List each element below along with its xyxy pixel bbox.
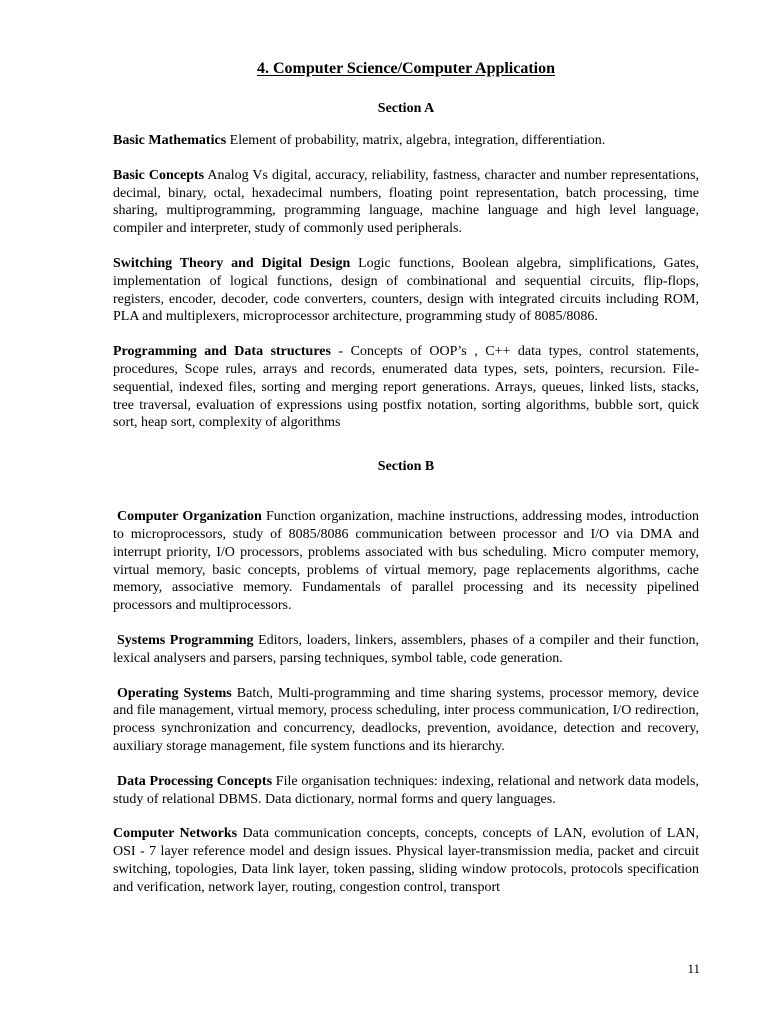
topic-heading: Operating Systems	[117, 685, 232, 701]
document-page	[113, 58, 699, 897]
topic-data-processing-concepts	[113, 773, 699, 809]
topic-text: Function organization, machine instructions, addressing modes, introduction to microprocessors, study of 8085/8086 communication between processor and I/O via DMA and interrupt priority, I/O processors, problems associated with bus scheduling. Micro computer memory, virtual memory, basic concepts, problems of virtual memory, page replacements algorithms, cache memory, associative memory. Fundamentals of parallel processing and its necessity pipelined processors and multiprocessors.	[113, 509, 699, 614]
topic-text: Analog Vs digital, accuracy, reliability, fastness, character and number representations, decimal, binary, octal, hexadecimal numbers, floating point representation, batch processing, time sharing, multiprogramming, programming language, machine language and high level language, compiler and interpreter, study of commonly used peripherals.	[113, 167, 699, 237]
topic-text: Batch, Multi-programming and time sharing systems, processor memory, device and file management, virtual memory, process scheduling, inter process communication, I/O redirection, process synchronization and concurrency, deadlocks, prevention, avoidance, detection and recovery, auxiliary storage management, file system functions and its hierarchy.	[113, 685, 700, 754]
section-a-heading: Section A	[377, 101, 435, 116]
page-title: 4. Computer Science/Computer Application	[256, 60, 556, 77]
topic-text: Data communication concepts, concepts, concepts of LAN, evolution of LAN, OSI - 7 layer reference model and design issues. Physical layer-transmission media, packet and circuit switching, topologies, Data link layer, token passing, sliding window protocols, protocols specification and verification, network layer, routing, congestion control, transport	[113, 826, 700, 895]
topic-text: Editors, loaders, linkers, assemblers, phases of a compiler and their function, lexical analysers and parsers, parsing techniques, symbol table, code generation.	[113, 632, 700, 666]
topic-text: Logic functions, Boolean algebra, simplifications, Gates, implementation of logical functions, design of combinational and sequential circuits, flip-flops, registers, encoder, decoder, code converters, counters, design with integrated circuits including ROM, PLA and multiplexers, microprocessor architecture, programming study of 8085/8086.	[113, 255, 699, 325]
topic-operating-systems	[113, 685, 699, 756]
topic-basic-mathematics	[113, 132, 699, 150]
topic-heading: Programming and Data structures	[113, 344, 331, 360]
topic-programming-data-structures	[113, 343, 699, 432]
topic-text: Element of probability, matrix, algebra, integration, differentiation.	[229, 133, 606, 148]
topic-heading: Computer Organization	[117, 509, 262, 525]
topic-switching-theory	[113, 255, 699, 326]
page-number: 11	[687, 961, 700, 976]
topic-systems-programming	[113, 632, 699, 668]
topic-computer-networks	[113, 825, 699, 896]
topic-heading: Systems Programming	[117, 632, 254, 648]
section-b-heading: Section B	[377, 459, 435, 475]
topic-heading: Data Processing Concepts	[117, 773, 273, 789]
topic-heading: Computer Networks	[113, 826, 238, 842]
topic-text: - Concepts of OOP’s , C++ data types, control statements, procedures, Scope rules, arrays and records, enumerated data types, sets, pointers, recursion. File-sequential, indexed files, sorting and merging report generations. Arrays, queues, linked lists, stacks, tree traversal, evaluation of expressions using postfix notation, sorting algorithms, bubble sort, quick sort, heap sort, complexity of algorithms	[113, 344, 699, 431]
topic-basic-concepts	[113, 167, 699, 238]
topic-text: File organisation techniques: indexing, relational and network data models, study of relational DBMS. Data dictionary, normal forms and query languages.	[113, 773, 700, 807]
topic-heading: Basic Concepts	[113, 167, 205, 183]
topic-heading: Basic Mathematics	[113, 133, 227, 148]
topic-computer-organization	[113, 508, 699, 615]
topic-heading: Switching Theory and Digital Design	[113, 255, 351, 271]
